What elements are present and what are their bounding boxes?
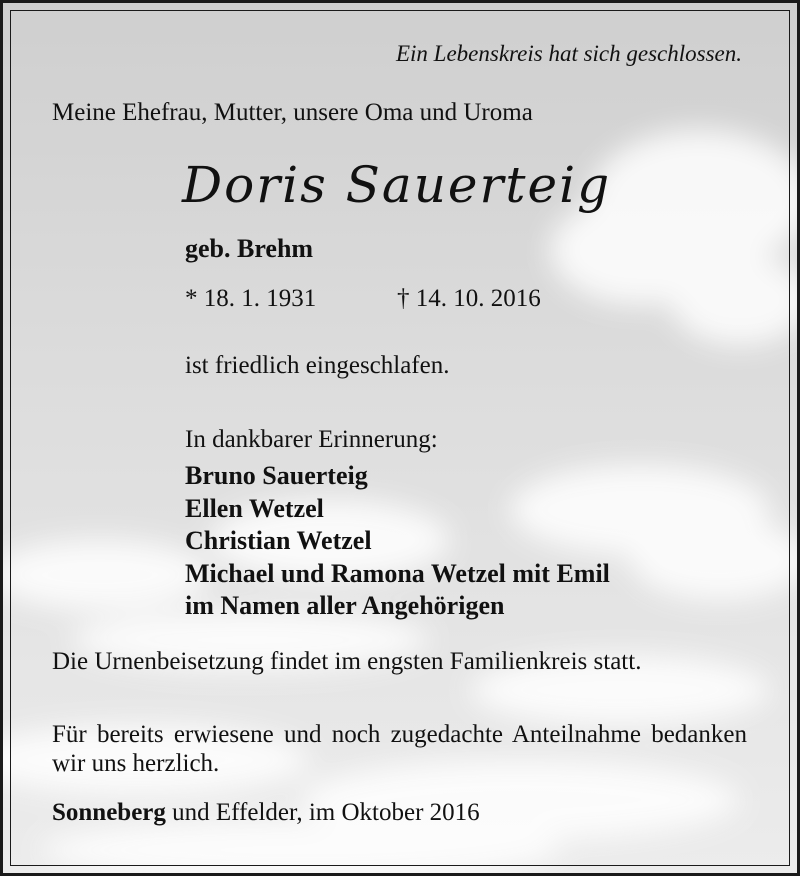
closing-rest: und Effelder, im Oktober 2016: [165, 799, 480, 826]
mourner: im Namen aller Angehörigen: [185, 591, 505, 620]
intro-line: Meine Ehefrau, Mutter, unsere Oma und Uroma: [52, 99, 533, 126]
burial-notice: Die Urnenbeisetzung findet im engsten Familienkreis statt.: [52, 648, 642, 675]
motto: Ein Lebenskreis hat sich geschlossen.: [395, 41, 742, 66]
deceased-name: Doris Sauerteig: [182, 156, 612, 214]
mourners-list: [185, 460, 610, 623]
memory-heading: In dankbarer Erinnerung:: [185, 426, 438, 453]
closing-line: [52, 800, 480, 825]
closing-place: Sonneberg: [52, 799, 166, 826]
mourner: Bruno Sauerteig: [185, 461, 368, 490]
maiden-name: geb. Brehm: [185, 234, 314, 263]
thanks-text: Für bereits erwiesene und noch zugedachte Anteilnahme bedanken wir uns herzlich.: [52, 721, 747, 777]
death-date: † 14. 10. 2016: [397, 285, 541, 312]
mourner: Ellen Wetzel: [185, 493, 324, 523]
mourner: Michael und Ramona Wetzel mit Emil: [185, 558, 610, 588]
mourner: Christian Wetzel: [185, 526, 372, 555]
birth-date: * 18. 1. 1931: [185, 285, 317, 312]
passing-text: ist friedlich eingeschlafen.: [185, 352, 450, 379]
